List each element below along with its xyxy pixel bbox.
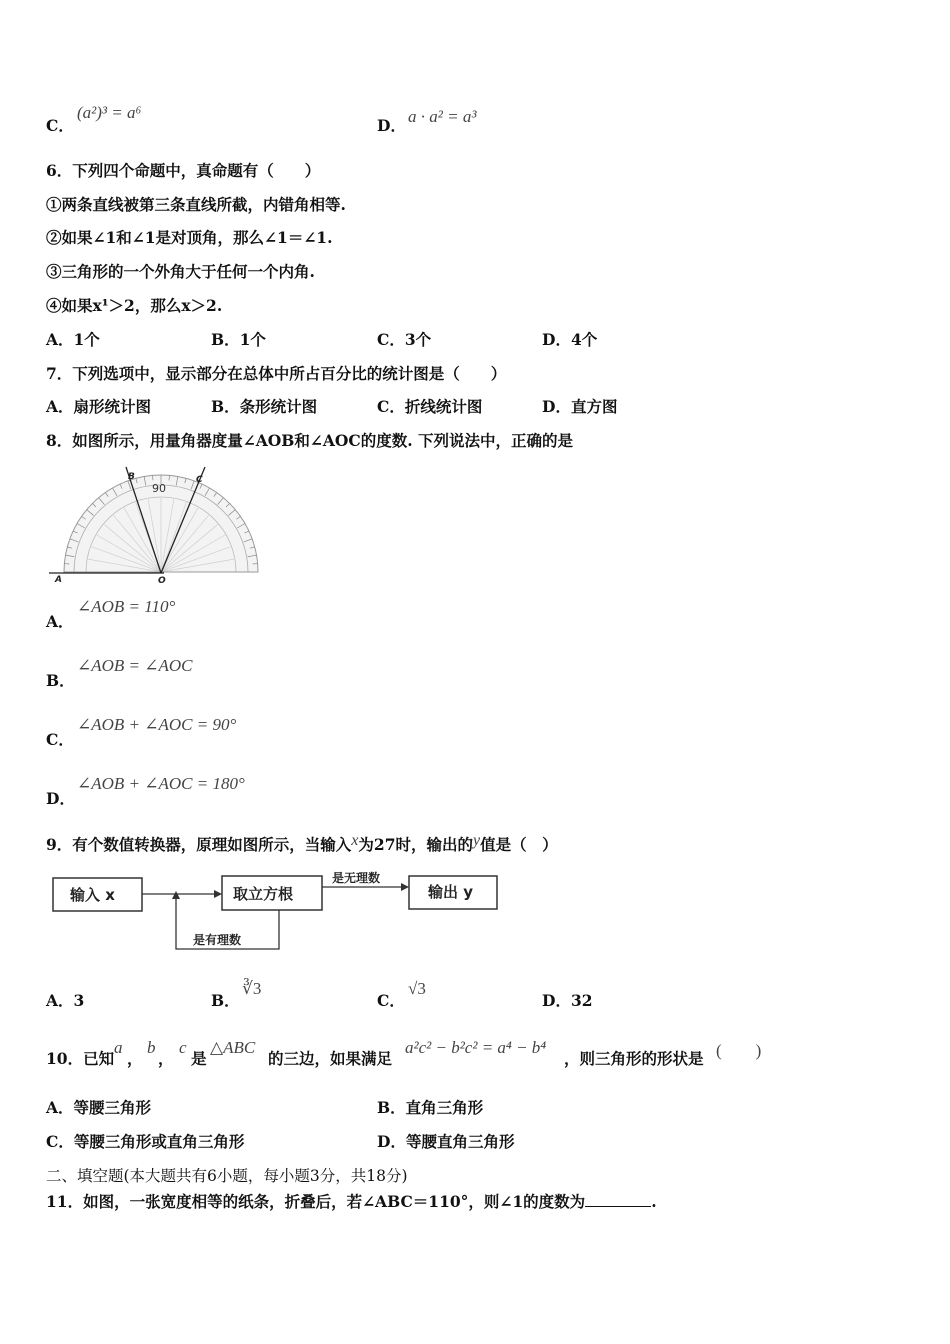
- q10-var-a: a: [114, 1038, 123, 1057]
- q10-equation: a²c² − b²c² = a⁴ − b⁴: [405, 1038, 547, 1057]
- protractor-figure: [46, 462, 268, 586]
- q6-option-d: D．4个: [542, 330, 598, 349]
- q8-stem: 8．如图所示，用量角器度量∠AOB和∠AOC的度数. 下列说法中，正确的是: [46, 431, 574, 450]
- q8-option-a-label: A．: [46, 612, 74, 631]
- q6-statement-3: ③三角形的一个外角大于任何一个内角.: [46, 262, 315, 281]
- answer-blank[interactable]: [585, 1192, 651, 1207]
- q9-option-a-label: A．: [46, 991, 74, 1010]
- q6-option-a: A．1个: [46, 330, 100, 349]
- flow-output-label: 输出 y: [428, 883, 474, 901]
- q10-option-c: C．等腰三角形或直角三角形: [46, 1132, 245, 1151]
- label-c: C: [196, 475, 203, 485]
- q9-option-d-label: D．: [542, 991, 571, 1010]
- q6-stem: 6．下列四个命题中，真命题有（ ）: [46, 161, 321, 180]
- q6-option-b: B．1个: [211, 330, 266, 349]
- q5-option-d-formula: a · a² = a³: [408, 107, 477, 126]
- q11-end: .: [651, 1192, 657, 1211]
- flow-rational-label: 是有理数: [193, 933, 242, 947]
- q5-option-d-label: D．: [377, 116, 406, 135]
- converter-flowchart: [46, 866, 506, 956]
- protractor-center-mark: 90: [152, 482, 166, 495]
- q7-option-d: D．直方图: [542, 397, 618, 416]
- q8-option-d-label: D．: [46, 789, 75, 808]
- q5-option-c-label: C．: [46, 116, 74, 135]
- q9-var-x: x: [351, 832, 359, 849]
- q9-var-y: y: [472, 832, 481, 849]
- q9-option-d: [542, 991, 593, 1011]
- q10-suffix: ，则三角形的形状是: [564, 1049, 704, 1068]
- q9-stem-mid: 为27时，输出的: [358, 835, 473, 854]
- q9-stem-post: 值是（ ）: [480, 835, 558, 854]
- label-a: A: [55, 575, 62, 585]
- q9-option-d-value: 32: [570, 991, 593, 1010]
- q9-option-b-value: ∛3: [242, 979, 262, 998]
- q8-option-c-label: C．: [46, 730, 74, 749]
- q10-triangle: △ABC: [210, 1038, 256, 1057]
- q10-option-d: D．等腰直角三角形: [377, 1132, 515, 1151]
- q9-option-b-label: B．: [211, 991, 240, 1010]
- q7-stem: 7．下列选项中，显示部分在总体中所占百分比的统计图是（ ）: [46, 364, 507, 383]
- q11-stem-text: 11．如图，一张宽度相等的纸条，折叠后，若∠ABC＝110°，则∠1的度数为: [46, 1192, 586, 1211]
- q10-paren: ( ): [716, 1041, 762, 1060]
- q8-option-d-formula: ∠AOB + ∠AOC = 180°: [77, 774, 245, 793]
- q8-option-b-label: B．: [46, 671, 75, 690]
- q8-option-b-formula: ∠AOB = ∠AOC: [77, 656, 193, 675]
- flow-irrational-label: 是无理数: [332, 871, 381, 885]
- q11-stem: [46, 1192, 657, 1212]
- q9-option-a-value: 3: [73, 991, 85, 1010]
- q10-option-b: B．直角三角形: [377, 1098, 484, 1117]
- q10-var-c: c: [179, 1038, 187, 1057]
- q6-statement-2: ②如果∠1和∠1是对顶角，那么∠1＝∠1.: [46, 228, 333, 247]
- q9-option-c-label: C．: [377, 991, 405, 1010]
- q10-mid: 的三边，如果满足: [268, 1049, 393, 1068]
- q7-option-b: B．条形统计图: [211, 397, 318, 416]
- q5-option-c-formula: (a²)³ = a⁶: [77, 103, 142, 122]
- flow-process-label: 取立方根: [233, 885, 294, 903]
- q9-stem-pre: 9．有个数值转换器，原理如图所示，当输入: [46, 835, 352, 854]
- q9-stem: [46, 832, 558, 856]
- q7-option-c: C．折线统计图: [377, 397, 483, 416]
- q9-option-c-value: √3: [408, 979, 426, 998]
- q6-statement-4: ④如果x¹＞2，那么x＞2.: [46, 296, 223, 315]
- q10-option-a: A．等腰三角形: [46, 1098, 152, 1117]
- q6-statement-1: ①两条直线被第三条直线所截，内错角相等.: [46, 195, 346, 214]
- q9-option-a: [46, 991, 84, 1011]
- q10-prefix: 10．已知: [46, 1049, 115, 1068]
- q8-option-a-formula: ∠AOB = 110°: [77, 597, 176, 616]
- label-o: O: [158, 576, 166, 586]
- q10-var-b: b: [147, 1038, 156, 1057]
- q8-option-c-formula: ∠AOB + ∠AOC = 90°: [77, 715, 237, 734]
- q10-is: 是: [191, 1049, 207, 1068]
- q7-option-a: A．扇形统计图: [46, 397, 152, 416]
- q6-option-c: C．3个: [377, 330, 432, 349]
- section-heading: 二、填空题(本大题共有6小题，每小题3分，共18分): [46, 1167, 408, 1185]
- label-b: B: [128, 472, 135, 482]
- flow-input-label: 输入 x: [70, 886, 115, 904]
